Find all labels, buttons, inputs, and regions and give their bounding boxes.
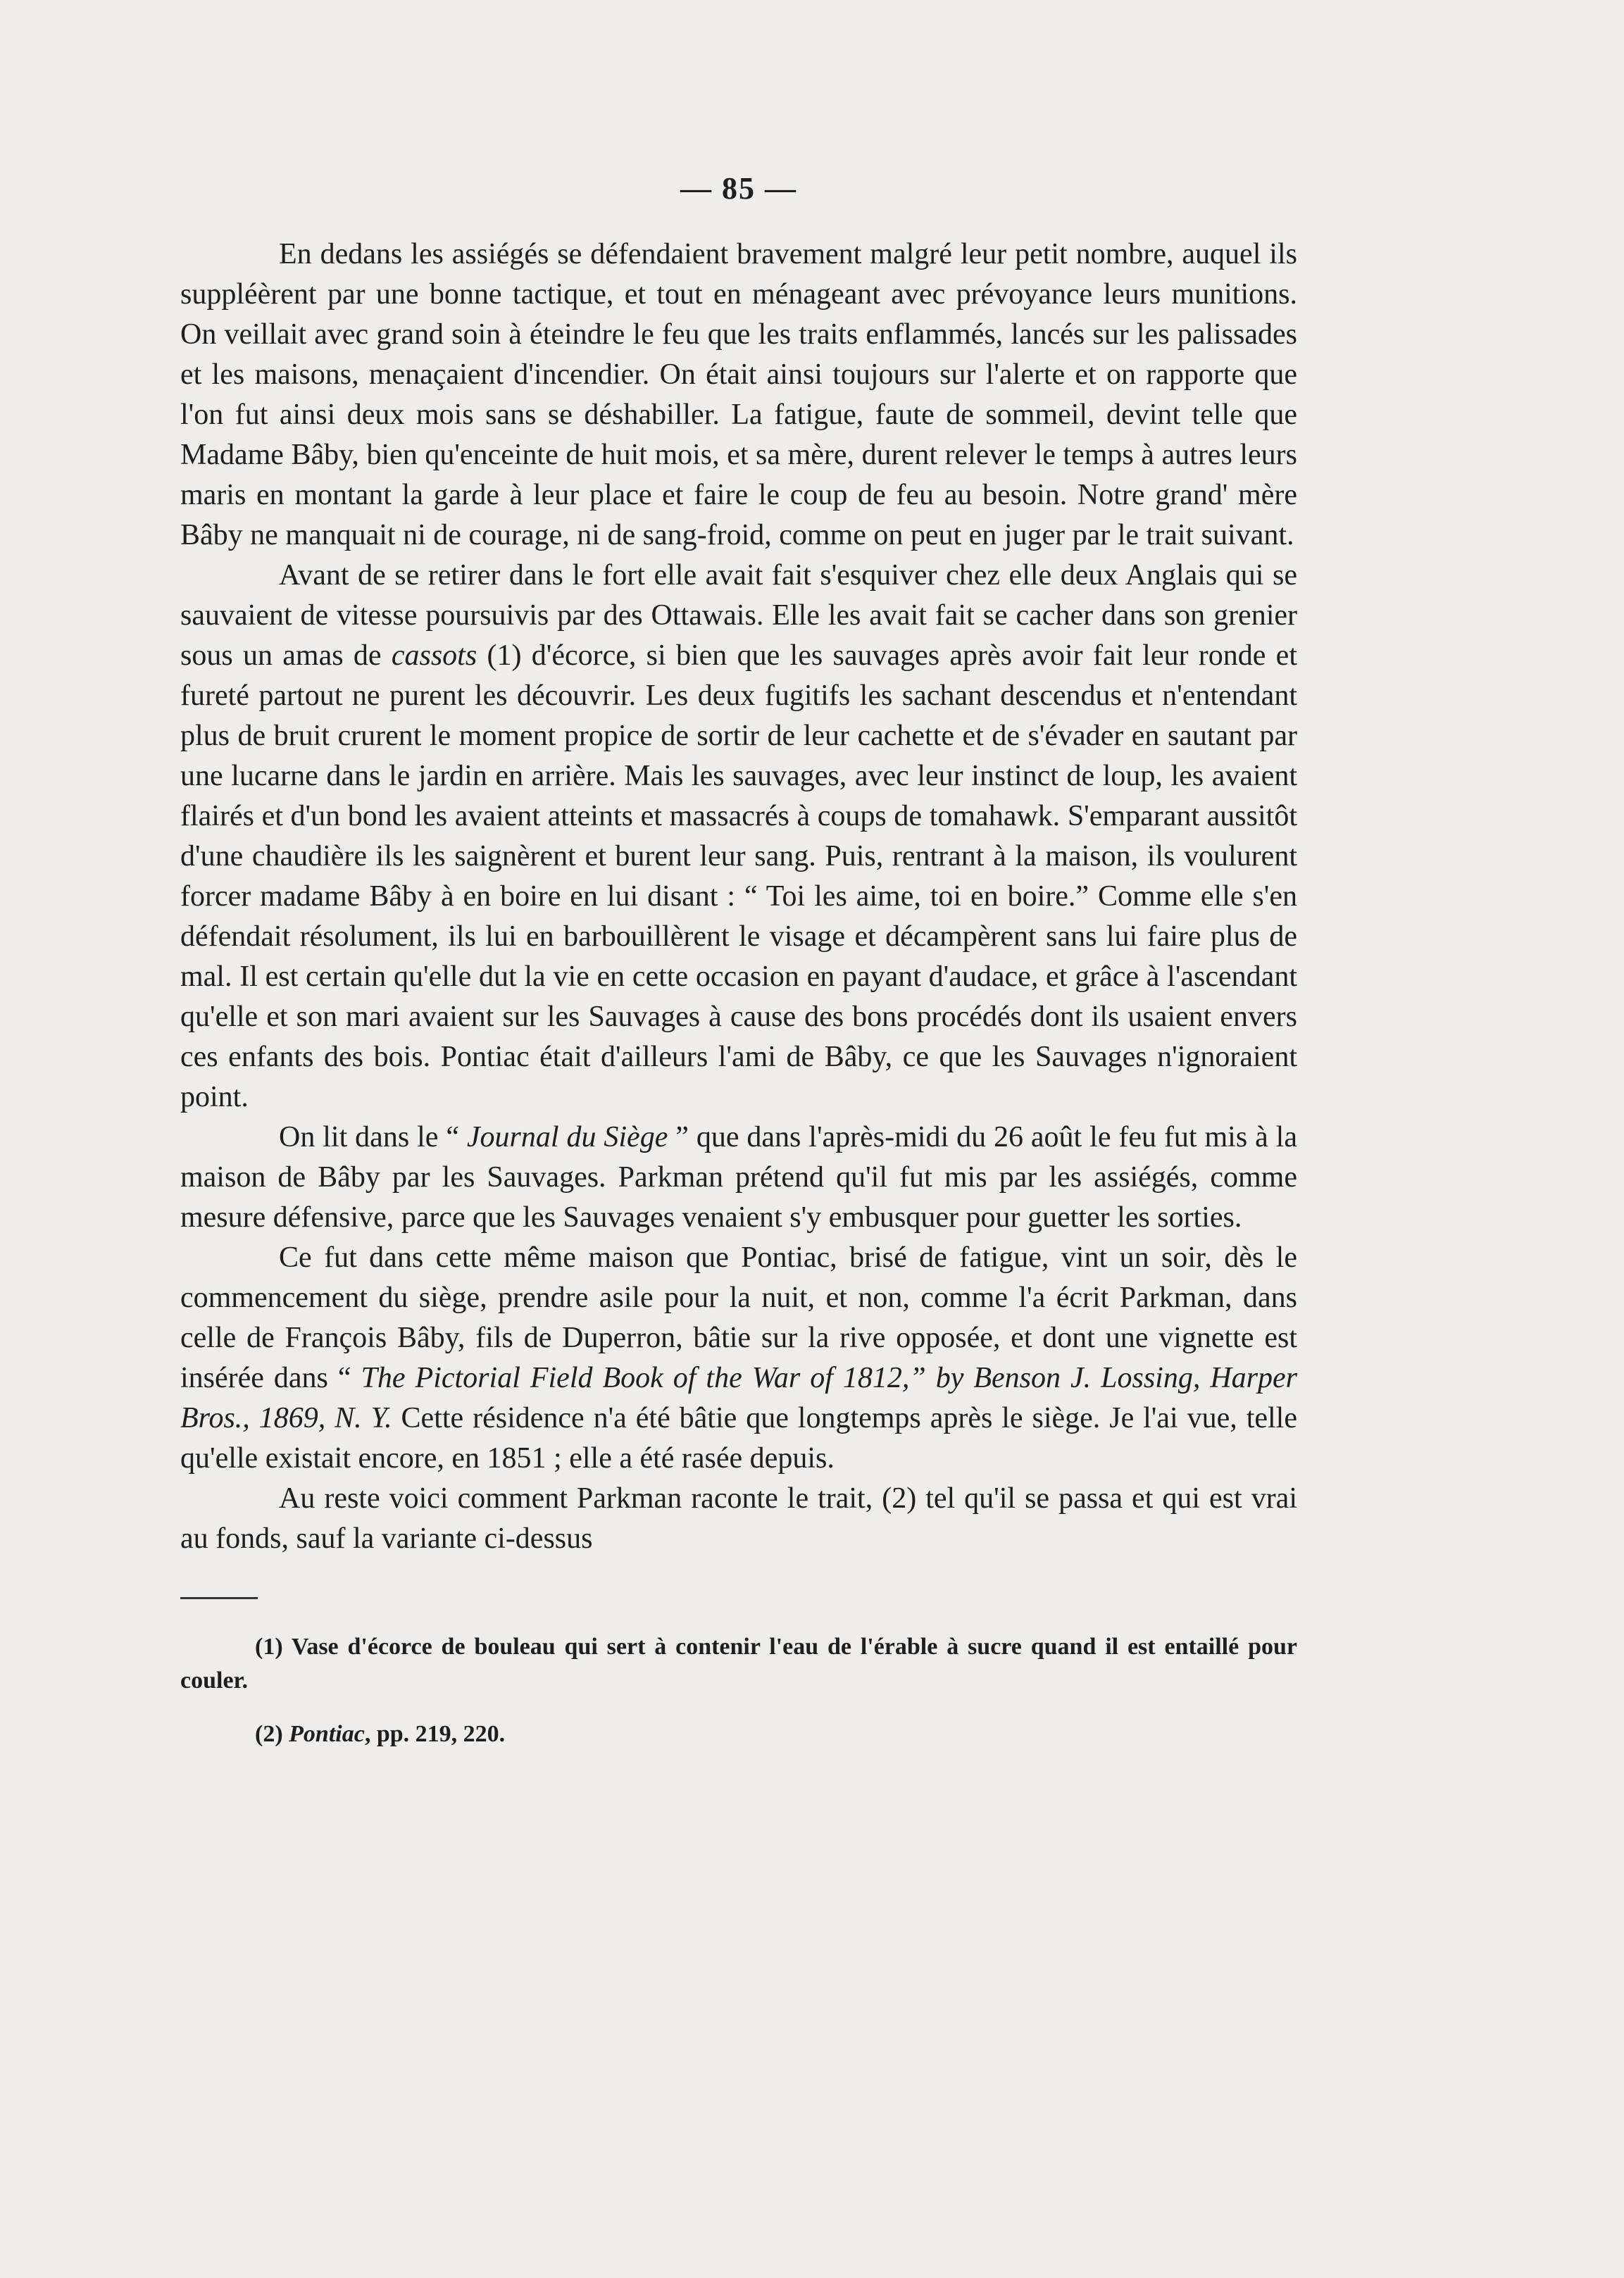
paragraph-text: (1) d'écorce, si bien que les sauvages après avoir fait leur ronde et fureté partout ne purent les découvrir. Les deux fugitifs les sachant descendus et n'entendant plus de bruit crurent le moment propice de sortir de leur cachette et de s'évader en sautant par une lucarne dans le jardin en arrière. Mais les sauvages, avec leur instinct de loup, les avaient flairés et d'un bond les avaient atteints et massacrés à coups de tomahawk. S'emparant aussitôt d'une chaudière ils les saignèrent et burent leur sang. Puis, rentrant à la maison, ils voulurent forcer madame Bâby à en boire en lui disant : “ Toi les aime, toi en boire.” Comme elle s'en défendait résolument, ils lui en barbouillèrent le visage et décampèrent sans lui faire plus de mal. Il est certain qu'elle dut la vie en cette occasion en payant d'audace, et grâce à l'ascendant qu'elle et son mari avaient sur les Sauvages à cause des bons procédés dont ils usaient envers ces enfants des bois. Pontiac était d'ailleurs l'ami de Bâby, ce que les Sauvages n'ignoraient point. [180,639,1297,1113]
footnote-italic-text: Pontiac [289,1721,365,1747]
paragraph-text: Ce fut dans cette même maison que Pontiac, brisé de fatigue, vint un soir, dès le commencement du siège, prendre asile pour la nuit, et non, comme l'a écrit Parkman, dans celle de François Bâby, fils de Duperron, bâtie sur la rive opposée, et dont une vignette est insérée dans “ [180,1241,1297,1394]
footnote [180,1630,1297,1698]
paragraph-text: Avant de se retirer dans le fort elle avait fait s'esquiver chez elle deux Anglais qui se sauvaient de vitesse poursuivis par des Ottawais. Elle les avait fait se cacher dans son grenier sous un amas de [180,559,1297,672]
footnote-text: , pp. 219, 220. [364,1721,506,1747]
footnote-text: (1) Vase d'écorce de bouleau qui sert à contenir l'eau de l'érable à sucre quand il est entaillé pour couler. [180,1634,1297,1694]
paragraph-text: ” que dans l'après-midi du 26 août le feu fut mis à la maison de Bâby par les Sauvages. Parkman prétend qu'il fut mis par les assiégés, comme mesure défensive, parce que les Sauvages venaient s'y embusquer pour guetter les sorties. [180,1121,1297,1234]
paragraph-text: Au reste voici comment Parkman raconte le trait, (2) tel qu'il se passa et qui est vrai au fonds, sauf la variante ci-dessus [180,1482,1297,1555]
footnote [180,1717,1297,1751]
footnotes [180,1630,1297,1751]
paragraph [180,1238,1297,1479]
footnote-divider [180,1597,258,1599]
paragraph-italic-text: cassots [391,639,477,672]
paragraph-italic-text: The Pictorial Field Book of the War of 1812,” by Benson J. Lossing, Harper Bros., 1869, N. Y. [180,1362,1297,1434]
paragraph [180,1118,1297,1238]
page-text-block [180,170,1297,1751]
footnote-text: (2) [255,1721,289,1747]
paragraph-text: On lit dans le “ [279,1121,467,1153]
paragraph [180,234,1297,556]
paragraph [180,556,1297,1118]
paragraph-text: En dedans les assiégés se défendaient bravement malgré leur petit nombre, auquel ils suppléèrent par une bonne tactique, et tout en ménageant avec prévoyance leurs munitions. On veillait avec grand soin à éteindre le feu que les traits enflammés, lancés sur les palissades et les maisons, menaçaient d'incendier. On était ainsi toujours sur l'alerte et on rapporte que l'on fut ainsi deux mois sans se déshabiller. La fatigue, faute de sommeil, devint telle que Madame Bâby, bien qu'enceinte de huit mois, et sa mère, durent relever le temps à autres leurs maris en montant la garde à leur place et faire le coup de feu au besoin. Notre grand' mère Bâby ne manquait ni de courage, ni de sang-froid, comme on peut en juger par le trait suivant. [180,238,1297,551]
paragraph-text: Cette résidence n'a été bâtie que longtemps après le siège. Je l'ai vue, telle qu'elle existait encore, en 1851 ; elle a été rasée depuis. [180,1402,1297,1475]
page-number: — 85 — [680,171,797,206]
paragraph [180,1479,1297,1559]
paragraph-italic-text: Journal du Siège [466,1121,668,1153]
body-paragraphs [180,234,1297,1559]
